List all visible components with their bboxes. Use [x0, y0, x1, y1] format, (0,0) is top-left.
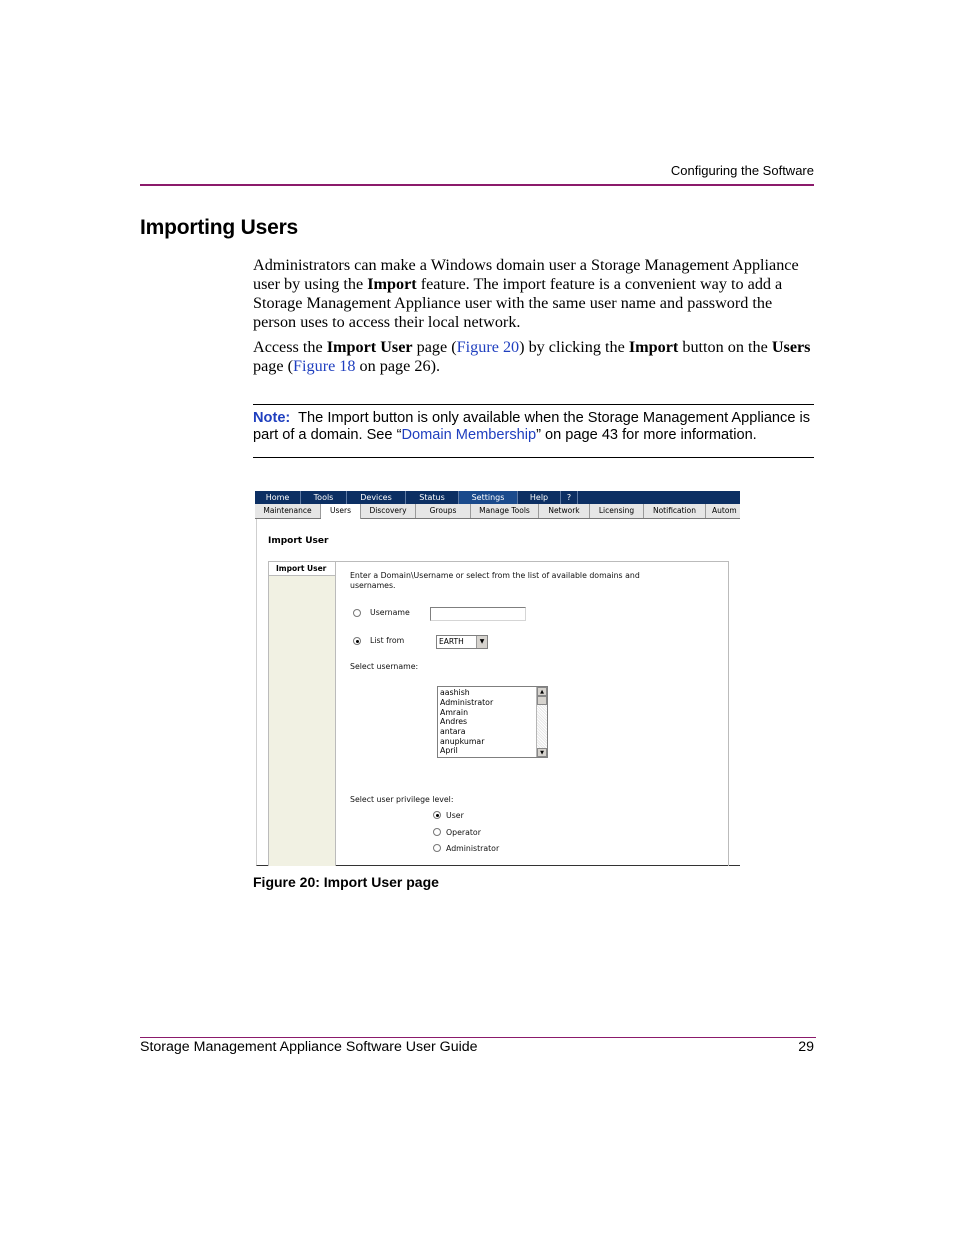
bold-term: Import User — [326, 338, 413, 356]
list-item[interactable]: antara — [440, 727, 466, 736]
subnav-network[interactable]: Network — [539, 504, 590, 518]
domain-select[interactable] — [436, 635, 488, 649]
list-item[interactable]: Administrator — [440, 698, 494, 707]
subnav-automation[interactable]: Autom — [706, 504, 740, 518]
text-span: Access the — [253, 338, 327, 356]
import-user-screenshot — [255, 491, 740, 866]
text-span: page ( — [253, 357, 293, 375]
nav-settings[interactable]: Settings — [459, 491, 518, 504]
top-navigation-bar — [255, 491, 740, 504]
nav-status[interactable]: Status — [406, 491, 459, 504]
figure-20-link[interactable]: Figure 20 — [456, 338, 520, 356]
subnav-discovery[interactable]: Discovery — [361, 504, 416, 518]
privilege-operator-radio[interactable] — [433, 828, 441, 836]
text-span: ) by clicking the — [519, 338, 629, 356]
username-radio[interactable] — [353, 609, 361, 617]
panel-sidebar-label: Import User — [269, 562, 335, 576]
nav-devices[interactable]: Devices — [347, 491, 406, 504]
text-span: page ( — [412, 338, 457, 356]
text-span: feature. The import feature is a convenient way to add a Storage Management Appliance user with the same user name and password the person uses to access their local network. — [253, 275, 783, 331]
subnav-licensing[interactable]: Licensing — [590, 504, 644, 518]
text-span: button on the — [678, 338, 772, 356]
running-head: Configuring the Software — [670, 163, 814, 178]
text-span: The — [290, 410, 328, 426]
list-item[interactable]: anupkumar — [440, 737, 485, 746]
nav-help[interactable]: Help — [518, 491, 561, 504]
subnav-maintenance[interactable]: Maintenance — [255, 504, 321, 518]
domain-value: EARTH — [439, 637, 464, 646]
text-span: button is only available when the Storage Management Appliance is part of a domain. See “ — [253, 410, 811, 443]
figure-18-link[interactable]: Figure 18 — [293, 357, 356, 375]
privilege-operator-label: Operator — [446, 828, 481, 837]
panel-sidebar — [269, 562, 336, 866]
privilege-administrator-radio[interactable] — [433, 844, 441, 852]
privilege-user-radio[interactable] — [433, 811, 441, 819]
list-item[interactable]: aashish — [440, 688, 470, 697]
username-label: Username — [370, 608, 410, 617]
nav-home[interactable]: Home — [255, 491, 301, 504]
note-label: Note: — [253, 410, 291, 426]
instructions-line1: Enter a Domain\Username or select from the list of available domains and — [350, 571, 640, 580]
subnav-groups[interactable]: Groups — [416, 504, 471, 518]
domain-membership-link[interactable]: Domain Membership — [401, 427, 537, 443]
scroll-up-icon[interactable]: ▲ — [537, 687, 547, 696]
text-span: on page 26). — [355, 357, 441, 375]
text-span: ” on page 43 for more information. — [536, 427, 757, 443]
bold-term: Users — [771, 338, 811, 356]
note — [253, 410, 813, 444]
page-heading: Import User — [268, 536, 329, 546]
section-title: Importing Users — [140, 216, 299, 239]
figure-caption: Figure 20: Import User page — [253, 874, 439, 890]
username-input[interactable] — [430, 607, 526, 621]
bold-term: Import — [327, 410, 369, 426]
bold-term: Import — [367, 275, 417, 293]
subnav-users[interactable]: Users — [321, 504, 361, 519]
privilege-administrator-label: Administrator — [446, 844, 500, 853]
settings-subnav — [255, 504, 740, 519]
access-paragraph — [253, 338, 813, 376]
subnav-manage-tools[interactable]: Manage Tools — [471, 504, 539, 518]
note-bottom-rule — [253, 457, 814, 458]
instructions-line2: usernames. — [350, 581, 396, 590]
bold-term: Import — [628, 338, 679, 356]
scroll-down-icon[interactable]: ▼ — [537, 748, 547, 757]
intro-paragraph — [253, 256, 813, 332]
header-rule — [140, 184, 814, 186]
page-number: 29 — [798, 1039, 814, 1055]
username-listbox[interactable] — [437, 686, 548, 758]
chevron-down-icon[interactable]: ▼ — [476, 636, 487, 648]
footer-rule — [140, 1037, 816, 1038]
list-item[interactable]: April — [440, 746, 458, 755]
list-item[interactable]: Andres — [440, 717, 468, 726]
list-from-label: List from — [370, 636, 405, 645]
subnav-notification[interactable]: Notification — [644, 504, 706, 518]
list-item[interactable]: Amrain — [440, 708, 469, 717]
footer-title: Storage Management Appliance Software User Guide — [140, 1039, 478, 1055]
note-top-rule — [253, 404, 814, 405]
privilege-label: Select user privilege level: — [350, 795, 454, 804]
privilege-user-label: User — [446, 811, 464, 820]
scroll-thumb[interactable] — [537, 696, 547, 705]
list-scrollbar[interactable] — [536, 687, 547, 757]
text-span: Administrators can make a Windows domain user a Storage Management Appliance user by using the — [253, 256, 799, 293]
nav-question-icon[interactable]: ? — [561, 491, 578, 504]
nav-tools[interactable]: Tools — [301, 491, 347, 504]
list-from-radio[interactable] — [353, 637, 361, 645]
select-username-label: Select username: — [350, 662, 419, 671]
